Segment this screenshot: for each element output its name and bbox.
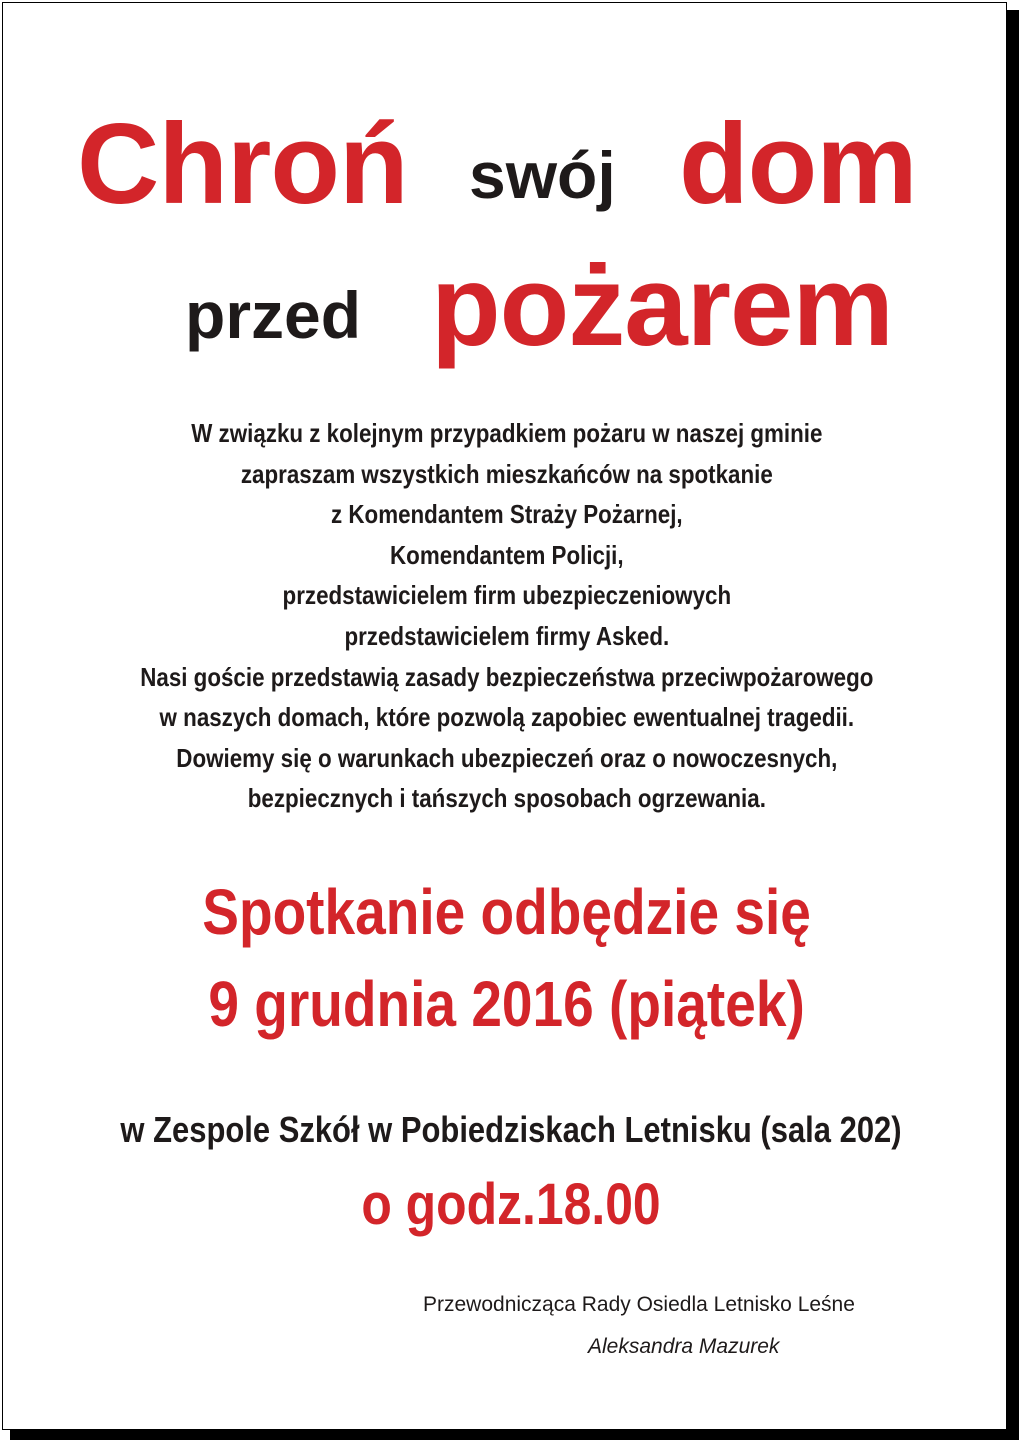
body-line: przedstawicielem firm ubezpieczeniowych [282, 580, 732, 611]
body-line: Nasi goście przedstawią zasady bezpieczeństwa przeciwpożarowego [140, 661, 874, 692]
body-line: zapraszam wszystkich mieszkańców na spotkanie [240, 458, 773, 489]
meeting-date: 9 grudnia 2016 (piątek) [208, 968, 805, 1040]
body-line: przedstawicielem firmy Asked. [344, 620, 670, 651]
body-line: Komendantem Policji, [390, 539, 624, 570]
headline-word-pozarem: pożarem [431, 243, 893, 370]
body-line: Dowiemy się o warunkach ubezpieczeń oraz o nowoczesnych, [176, 742, 838, 773]
body-line: w naszych domach, które pozwolą zapobiec ewentualnej tragedii. [159, 702, 855, 733]
meeting-venue: w Zespole Szkół w Pobiedziskach Letnisku (sala 202) [120, 1109, 902, 1150]
headline-word-swoj: swój [469, 138, 616, 212]
headline-word-przed: przed [185, 278, 362, 352]
body-line: z Komendantem Straży Pożarnej, [331, 499, 683, 530]
signature-title: Przewodnicząca Rady Osiedla Letnisko Leśne [423, 1293, 855, 1316]
signature-name: Aleksandra Mazurek [588, 1335, 780, 1358]
meeting-announcement: Spotkanie odbędzie się [202, 876, 811, 948]
poster [2, 2, 1007, 1430]
body-line: W związku z kolejnym przypadkiem pożaru w naszej gminie [191, 418, 823, 448]
meeting-time: o godz.18.00 [361, 1172, 661, 1237]
invitation-body [75, 413, 939, 819]
headline-word-chron: Chroń [77, 101, 408, 228]
body-line: bezpiecznych i tańszych sposobach ogrzewania. [247, 783, 766, 814]
headline-word-dom: dom [679, 101, 917, 228]
